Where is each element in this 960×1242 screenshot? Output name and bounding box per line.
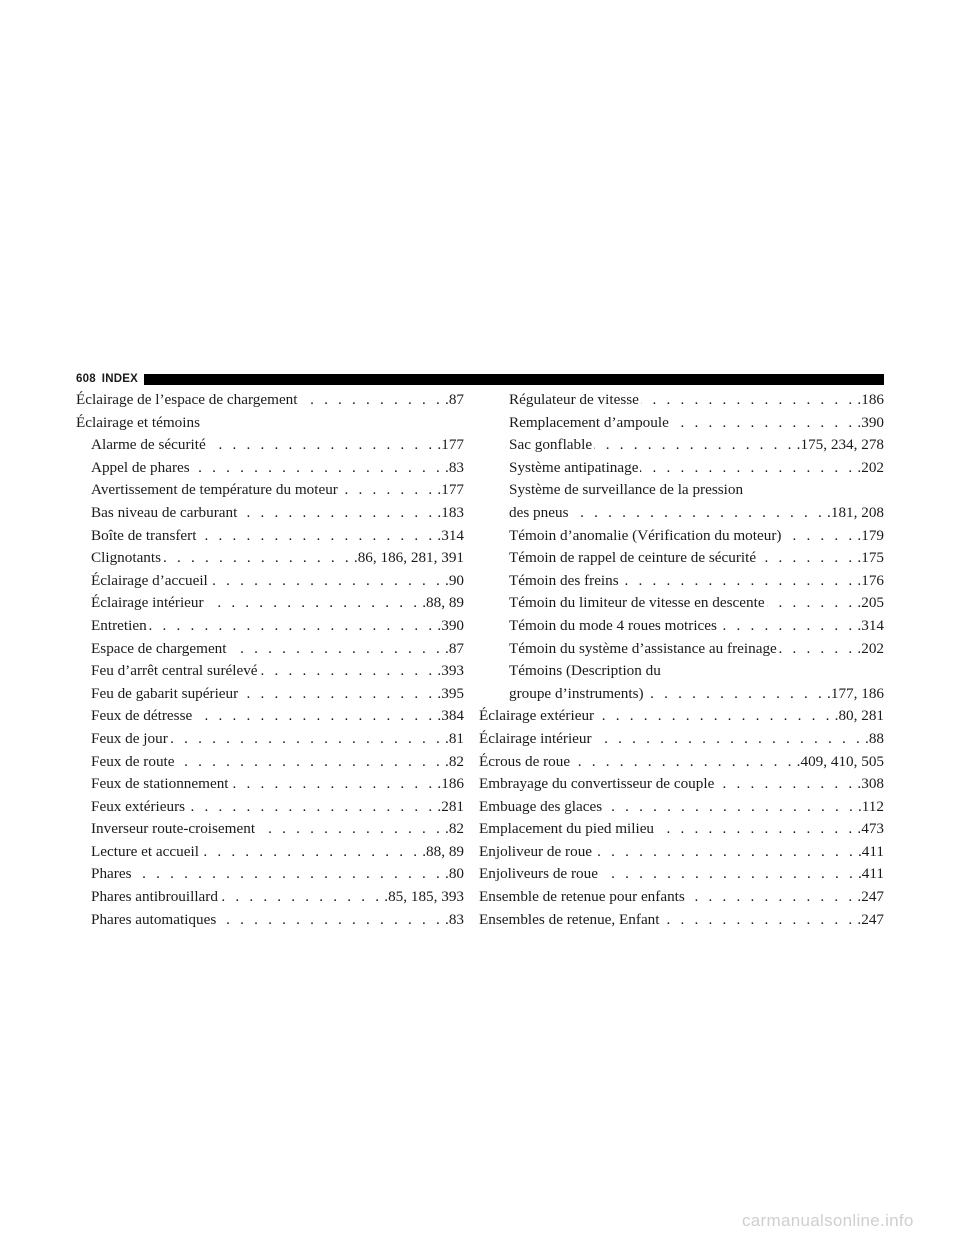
index-entry-pages: .181, 208 <box>827 503 884 521</box>
dot-leader <box>192 457 443 480</box>
index-entry-label: Écrous de roue <box>479 752 571 770</box>
index-entry-label: Appel de phares <box>91 458 190 476</box>
dot-leader <box>187 796 435 819</box>
index-entry <box>494 457 884 480</box>
index-entry <box>76 796 464 819</box>
index-entry-label: Enjoliveurs de roue <box>479 865 598 883</box>
dot-leader <box>260 660 436 683</box>
index-entry-pages: .177 <box>437 436 464 454</box>
index-entry-label: Emplacement du pied milieu <box>479 820 655 838</box>
dot-leader <box>656 818 855 841</box>
dot-leader <box>218 909 443 932</box>
index-entry-label: Éclairage d’accueil <box>91 571 208 589</box>
dot-leader <box>687 886 856 909</box>
index-entry <box>76 886 464 909</box>
index-entry-pages: .314 <box>857 616 884 634</box>
index-entry-pages: .186 <box>437 775 464 793</box>
index-entry-pages: .473 <box>857 820 884 838</box>
index-entry-pages: .411 <box>857 842 884 860</box>
index-entry-pages: .177, 186 <box>827 684 884 702</box>
index-entry-pages: .175, 234, 278 <box>796 436 884 454</box>
dot-leader <box>239 502 435 525</box>
index-entry <box>76 592 464 615</box>
index-entry <box>76 818 464 841</box>
index-entry-pages: .175 <box>857 549 884 567</box>
index-entry-label: Enjoliveur de roue <box>479 842 593 860</box>
index-entry-pages: .395 <box>437 684 464 702</box>
index-entry <box>76 570 464 593</box>
index-entry-label: Ensemble de retenue pour enfants <box>479 888 685 906</box>
index-entry <box>76 728 464 751</box>
index-entry-label: Inverseur route-croisement <box>91 820 256 838</box>
index-entry-pages: .409, 410, 505 <box>796 752 884 770</box>
dot-leader <box>300 389 444 412</box>
page-number: 608 <box>76 373 96 385</box>
index-entry <box>479 818 884 841</box>
index-entry-label: Témoin du mode 4 roues motrices <box>509 616 717 634</box>
dot-leader <box>257 818 443 841</box>
dot-leader <box>779 638 856 661</box>
index-entry-label: Feu d’arrêt central surélevé <box>91 662 258 680</box>
index-entry-pages: .390 <box>437 616 464 634</box>
index-entry-label: Feux extérieurs <box>91 797 186 815</box>
dot-leader <box>646 683 825 706</box>
dot-leader <box>149 615 436 638</box>
index-entry-label: Témoin d’anomalie (Vérification du moteur) <box>509 526 782 544</box>
dot-leader <box>201 841 420 864</box>
dot-leader <box>210 570 443 593</box>
index-entry-pages: .81 <box>445 729 464 747</box>
index-entry <box>494 525 884 548</box>
index-entry <box>76 705 464 728</box>
index-entry-pages: .82 <box>445 752 464 770</box>
index-entry-label: Système antipatinage <box>509 458 639 476</box>
dot-leader <box>340 479 436 502</box>
index-entry-pages: .86, 186, 281, 391 <box>353 549 464 567</box>
index-entry-label: Phares <box>91 865 132 883</box>
index-entry-label: Phares automatiques <box>91 910 217 928</box>
dot-leader <box>240 683 435 706</box>
index-entry <box>494 660 884 683</box>
dot-leader <box>662 909 856 932</box>
index-entry <box>494 592 884 615</box>
index-entry-pages: .205 <box>857 594 884 612</box>
page-header <box>76 371 884 387</box>
index-entry <box>76 434 464 457</box>
index-entry <box>479 773 884 796</box>
index-entry-label: Alarme de sécurité <box>91 436 206 454</box>
index-entry-label: Avertissement de température du moteur <box>91 481 338 499</box>
dot-leader <box>604 796 856 819</box>
index-entry <box>494 683 884 706</box>
dot-leader <box>229 638 444 661</box>
index-entry-pages: .202 <box>857 458 884 476</box>
index-entry <box>494 434 884 457</box>
dot-leader <box>783 525 855 548</box>
index-entry <box>494 615 884 638</box>
index-entry <box>494 389 884 412</box>
index-column-right <box>479 389 884 931</box>
index-entry-label: Clignotants <box>91 549 162 567</box>
index-entry <box>76 841 464 864</box>
dot-leader <box>716 773 855 796</box>
index-entry-pages: .179 <box>857 526 884 544</box>
index-entry-label: Feux de route <box>91 752 175 770</box>
index-entry-pages: .83 <box>445 458 464 476</box>
index-entry-label: des pneus <box>509 503 569 521</box>
dot-leader <box>719 615 855 638</box>
index-entry-pages: .202 <box>857 639 884 657</box>
dot-leader <box>621 570 856 593</box>
dot-leader <box>758 547 855 570</box>
dot-leader <box>231 773 436 796</box>
dot-leader <box>572 751 795 774</box>
index-entry <box>494 547 884 570</box>
index-entry-pages: .88, 89 <box>422 842 464 860</box>
index-entry-label: Système de surveillance de la pression <box>509 481 744 499</box>
index-entry <box>479 796 884 819</box>
index-entry <box>494 479 884 502</box>
index-entry <box>76 547 464 570</box>
index-entry-pages: .80 <box>445 865 464 883</box>
index-entry <box>479 886 884 909</box>
index-entry-pages: .177 <box>437 481 464 499</box>
index-entry <box>76 479 464 502</box>
dot-leader <box>198 525 435 548</box>
index-entry-pages: .112 <box>857 797 884 815</box>
index-entry-pages: .411 <box>857 865 884 883</box>
index-entry <box>479 705 884 728</box>
index-entry-pages: .87 <box>445 639 464 657</box>
dot-leader <box>194 705 435 728</box>
index-entry-label: Embrayage du convertisseur de couple <box>479 775 715 793</box>
dot-leader <box>177 751 444 774</box>
index-entry-label: Témoin des freins <box>509 571 619 589</box>
index-entry-pages: .80, 281 <box>834 707 884 725</box>
index-entry-pages: .186 <box>857 391 884 408</box>
dot-leader <box>767 592 856 615</box>
index-entry-label: Feu de gabarit supérieur <box>91 684 239 702</box>
index-entry-label: Éclairage extérieur <box>479 707 595 725</box>
index-entry <box>494 412 884 435</box>
header-rule <box>144 374 884 385</box>
index-entry-pages: .247 <box>857 910 884 928</box>
dot-leader <box>220 886 382 909</box>
index-entry-label: Régulateur de vitesse <box>509 391 639 408</box>
dot-leader <box>208 434 436 457</box>
index-entry-label: groupe d’instruments) <box>509 684 644 702</box>
index-entry-label: Feux de stationnement <box>91 775 229 793</box>
index-entry <box>76 502 464 525</box>
index-entry-pages: .82 <box>445 820 464 838</box>
index-entry-label: Ensembles de retenue, Enfant <box>479 910 660 928</box>
index-entry-label: Lecture et accueil <box>91 842 199 860</box>
dot-leader <box>640 457 855 480</box>
index-entry-label: Feux de jour <box>91 729 168 747</box>
index-column-left <box>76 389 464 931</box>
section-title: INDEX <box>101 373 138 385</box>
index-entry <box>76 615 464 638</box>
dot-leader <box>206 592 421 615</box>
index-entry-label: Témoin du limiteur de vitesse en descente <box>509 594 765 612</box>
index-entry-pages: .281 <box>437 797 464 815</box>
index-entry <box>76 683 464 706</box>
index-entry <box>76 660 464 683</box>
index-entry-label: Remplacement d’ampoule <box>509 413 669 431</box>
index-entry-label: Témoin du système d’assistance au freinage <box>509 639 777 657</box>
dot-leader <box>671 412 856 435</box>
index-entry-pages: .88 <box>865 729 884 747</box>
watermark: carmanualsonline.info <box>742 1211 914 1230</box>
index-entry-label: Témoins (Description du <box>509 662 661 680</box>
index-entry-pages: .88, 89 <box>422 594 464 612</box>
index-entry-pages: .390 <box>857 413 884 431</box>
index-entry <box>76 525 464 548</box>
index-entry <box>76 457 464 480</box>
index-entry-label: Espace de chargement <box>91 639 227 657</box>
dot-leader <box>594 841 856 864</box>
index-entry-label: Sac gonflable <box>509 436 593 454</box>
index-entry-pages: .83 <box>445 910 464 928</box>
index-entry <box>494 502 884 525</box>
dot-leader <box>134 863 444 886</box>
index-entry-pages: .393 <box>437 662 464 680</box>
index-entry-pages: .85, 185, 393 <box>384 888 464 906</box>
index-entry-label: Entretien <box>91 616 147 634</box>
index-entry-pages: .87 <box>445 391 464 408</box>
index-entry-label: Boîte de transfert <box>91 526 197 544</box>
index-entry-pages: .247 <box>857 888 884 906</box>
index-entry-label: Éclairage intérieur <box>479 729 592 747</box>
index-entry-pages: .183 <box>437 503 464 521</box>
index-entry <box>76 773 464 796</box>
index-entry-label: Embuage des glaces <box>479 797 603 815</box>
index-entry-label: Bas niveau de carburant <box>91 503 238 521</box>
index-entry-label: Éclairage de l’espace de chargement <box>76 391 298 408</box>
index-entry <box>76 909 464 932</box>
index-entry <box>479 751 884 774</box>
index-entry <box>479 728 884 751</box>
dot-leader <box>596 705 833 728</box>
dot-leader <box>570 502 825 525</box>
index-entry <box>494 638 884 661</box>
index-entry-pages: .176 <box>857 571 884 589</box>
dot-leader <box>600 863 856 886</box>
dot-leader <box>594 434 795 457</box>
index-entry-pages: .314 <box>437 526 464 544</box>
index-entry <box>76 638 464 661</box>
index-entry <box>479 863 884 886</box>
dot-leader <box>594 728 863 751</box>
index-entry-label: Feux de détresse <box>91 707 193 725</box>
index-entry <box>76 863 464 886</box>
index-entry <box>76 389 464 412</box>
index-entry-label: Éclairage et témoins <box>76 413 200 431</box>
index-entry <box>479 909 884 932</box>
index-entry <box>479 841 884 864</box>
dot-leader <box>641 389 856 412</box>
index-entry <box>76 751 464 774</box>
index-entry-label: Témoin de rappel de ceinture de sécurité <box>509 549 757 567</box>
index-entry-label: Phares antibrouillard <box>91 888 218 906</box>
index-entry-pages: .308 <box>857 775 884 793</box>
dot-leader <box>163 547 352 570</box>
index-entry-pages: .384 <box>437 707 464 725</box>
index-entry <box>76 412 464 435</box>
index-entry-pages: .90 <box>445 571 464 589</box>
index-entry <box>494 570 884 593</box>
index-entry-label: Éclairage intérieur <box>91 594 204 612</box>
dot-leader <box>170 728 443 751</box>
